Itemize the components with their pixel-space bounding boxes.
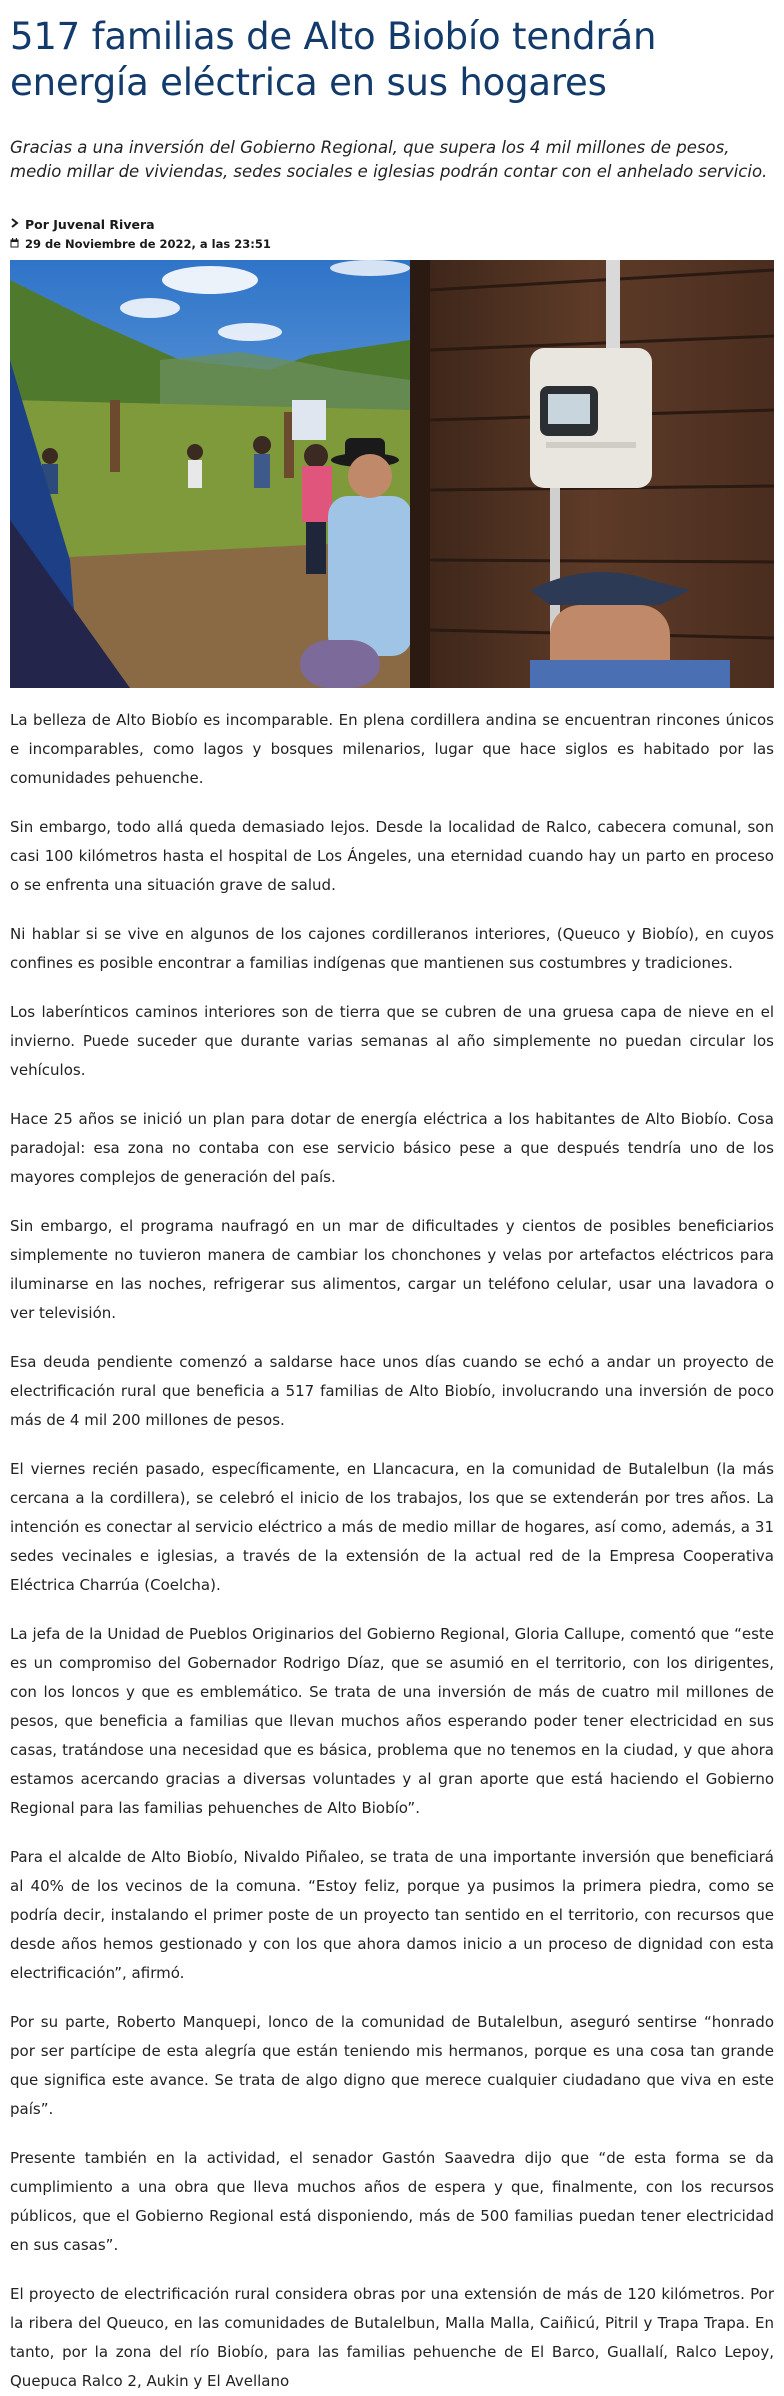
article-paragraph: Sin embargo, todo allá queda demasiado lejos. Desde la localidad de Ralco, cabecera comunal, son casi 100 kilómetros hasta el hospital de Los Ángeles, una eternidad cuando hay un parto en proceso o se enfrenta una situación grave de salud.: [10, 818, 774, 894]
article-paragraph: La jefa de la Unidad de Pueblos Originarios del Gobierno Regional, Gloria Callupe, comentó que “este es un compromiso del Gobernador Rodrigo Díaz, que se asumió en el territorio, con los dirigentes, con los loncos y que es emblemático. Se trata de una inversión de más de cuatro mil millones de pesos, que beneficia a familias que llevan muchos años esperando poder tener electricidad en sus casas, tratándose una necesidad que es básica, problema que no tenemos en la ciudad, y que ahora estamos acercando gracias a diversas voluntades y al gran aporte que está haciendo el Gobierno Regional para las familias pehuenches de Alto Biobío”.: [10, 1625, 774, 1817]
article-paragraph: Sin embargo, el programa naufragó en un mar de dificultades y cientos de posibles beneficiarios simplemente no tuvieron manera de cambiar los chonchones y velas por artefactos eléctricos para iluminarse en las noches, refrigerar sus alimentos, cargar un teléfono celular, usar una lavadora o ver televisión.: [10, 1217, 774, 1322]
date-row: [10, 234, 774, 254]
author-link[interactable]: Por Juvenal Rivera: [25, 216, 155, 232]
article-title: 517 familias de Alto Biobío tendrán energía eléctrica en sus hogares: [10, 15, 657, 104]
calendar-icon: [10, 238, 21, 251]
article-paragraph: El proyecto de electrificación rural considera obras por una extensión de más de 120 kilómetros. Por la ribera del Queuco, en las comunidades de Butalelbun, Malla Malla, Caiñicú, Pitril y Trapa Trapa. En tanto, por la zona del río Biobío, para las familias pehuenche de El Barco, Guallalí, Ralco Lepoy, Quepuca Ralco 2, Aukin y El Avellano: [10, 2285, 774, 2390]
article-paragraph: Para el alcalde de Alto Biobío, Nivaldo Piñaleo, se trata de una importante inversión que beneficiará al 40% de los vecinos de la comuna. “Estoy feliz, porque ya pusimos la primera piedra, como se podría decir, instalando el primer poste de un proyecto tan sentido en el territorio, con recursos que desde años hemos gestionado y con los que ahora damos inicio a un proceso de dignidad con esta electrificación”, afirmó.: [10, 1848, 774, 1982]
chevron-right-icon: [10, 218, 21, 231]
article-lead: Gracias a una inversión del Gobierno Regional, que supera los 4 mil millones de pesos, medio millar de viviendas, sedes sociales e iglesias podrán contar con el anhelado servicio.: [10, 138, 768, 181]
publish-date: 29 de Noviembre de 2022, a las 23:51: [25, 237, 271, 251]
article-body: [10, 706, 774, 2396]
article-paragraph: Ni hablar si se vive en algunos de los cajones cordilleranos interiores, (Queuco y Biobío), en cuyos confines es posible encontrar a familias indígenas que mantienen sus costumbres y tradiciones.: [10, 925, 774, 972]
article-paragraph: El viernes recién pasado, específicamente, en Llancacura, en la comunidad de Butalelbun (la más cercana a la cordillera), se celebró el inicio de los trabajos, los que se extenderán por tres años. La intención es conectar al servicio eléctrico a más de medio millar de hogares, así como, además, a 31 sedes vecinales e iglesias, a través de la extensión de la actual red de la Empresa Cooperativa Eléctrica Charrúa (Coelcha).: [10, 1460, 774, 1594]
article-meta: [10, 214, 774, 254]
article-paragraph: Hace 25 años se inició un plan para dotar de energía eléctrica a los habitantes de Alto Biobío. Cosa paradojal: esa zona no contaba con ese servicio básico pese a que después tendría uno de los mayores complejos de generación del país.: [10, 1110, 774, 1186]
article-paragraph: Por su parte, Roberto Manquepi, lonco de la comunidad de Butalelbun, aseguró sentirse “honrado por ser partícipe de esta alegría que están teniendo mis hermanos, porque es una cosa tan grande que significa este avance. Se trata de algo digno que merece cualquier ciudadano que viva en este país”.: [10, 2013, 774, 2118]
article-paragraph: Esa deuda pendiente comenzó a saldarse hace unos días cuando se echó a andar un proyecto de electrificación rural que beneficia a 517 familias de Alto Biobío, involucrando una inversión de poco más de 4 mil 200 millones de pesos.: [10, 1353, 774, 1429]
article-paragraph: Los laberínticos caminos interiores son de tierra que se cubren de una gruesa capa de nieve en el invierno. Puede suceder que durante varias semanas al año simplemente no puedan circular los vehículos.: [10, 1003, 774, 1079]
article-photo: [10, 260, 774, 688]
article-paragraph: Presente también en la actividad, el senador Gastón Saavedra dijo que “de esta forma se da cumplimiento a una obra que lleva muchos años de espera y que, finalmente, con los recursos públicos, que el Gobierno Regional está disponiendo, más de 500 familias puedan tener electricidad en sus casas”.: [10, 2149, 774, 2254]
author-row: [10, 214, 774, 234]
article-paragraph: La belleza de Alto Biobío es incomparable. En plena cordillera andina se encuentran rincones únicos e incomparables, como lagos y bosques milenarios, lugar que hace siglos es habitado por las comunidades pehuenche.: [10, 711, 774, 787]
